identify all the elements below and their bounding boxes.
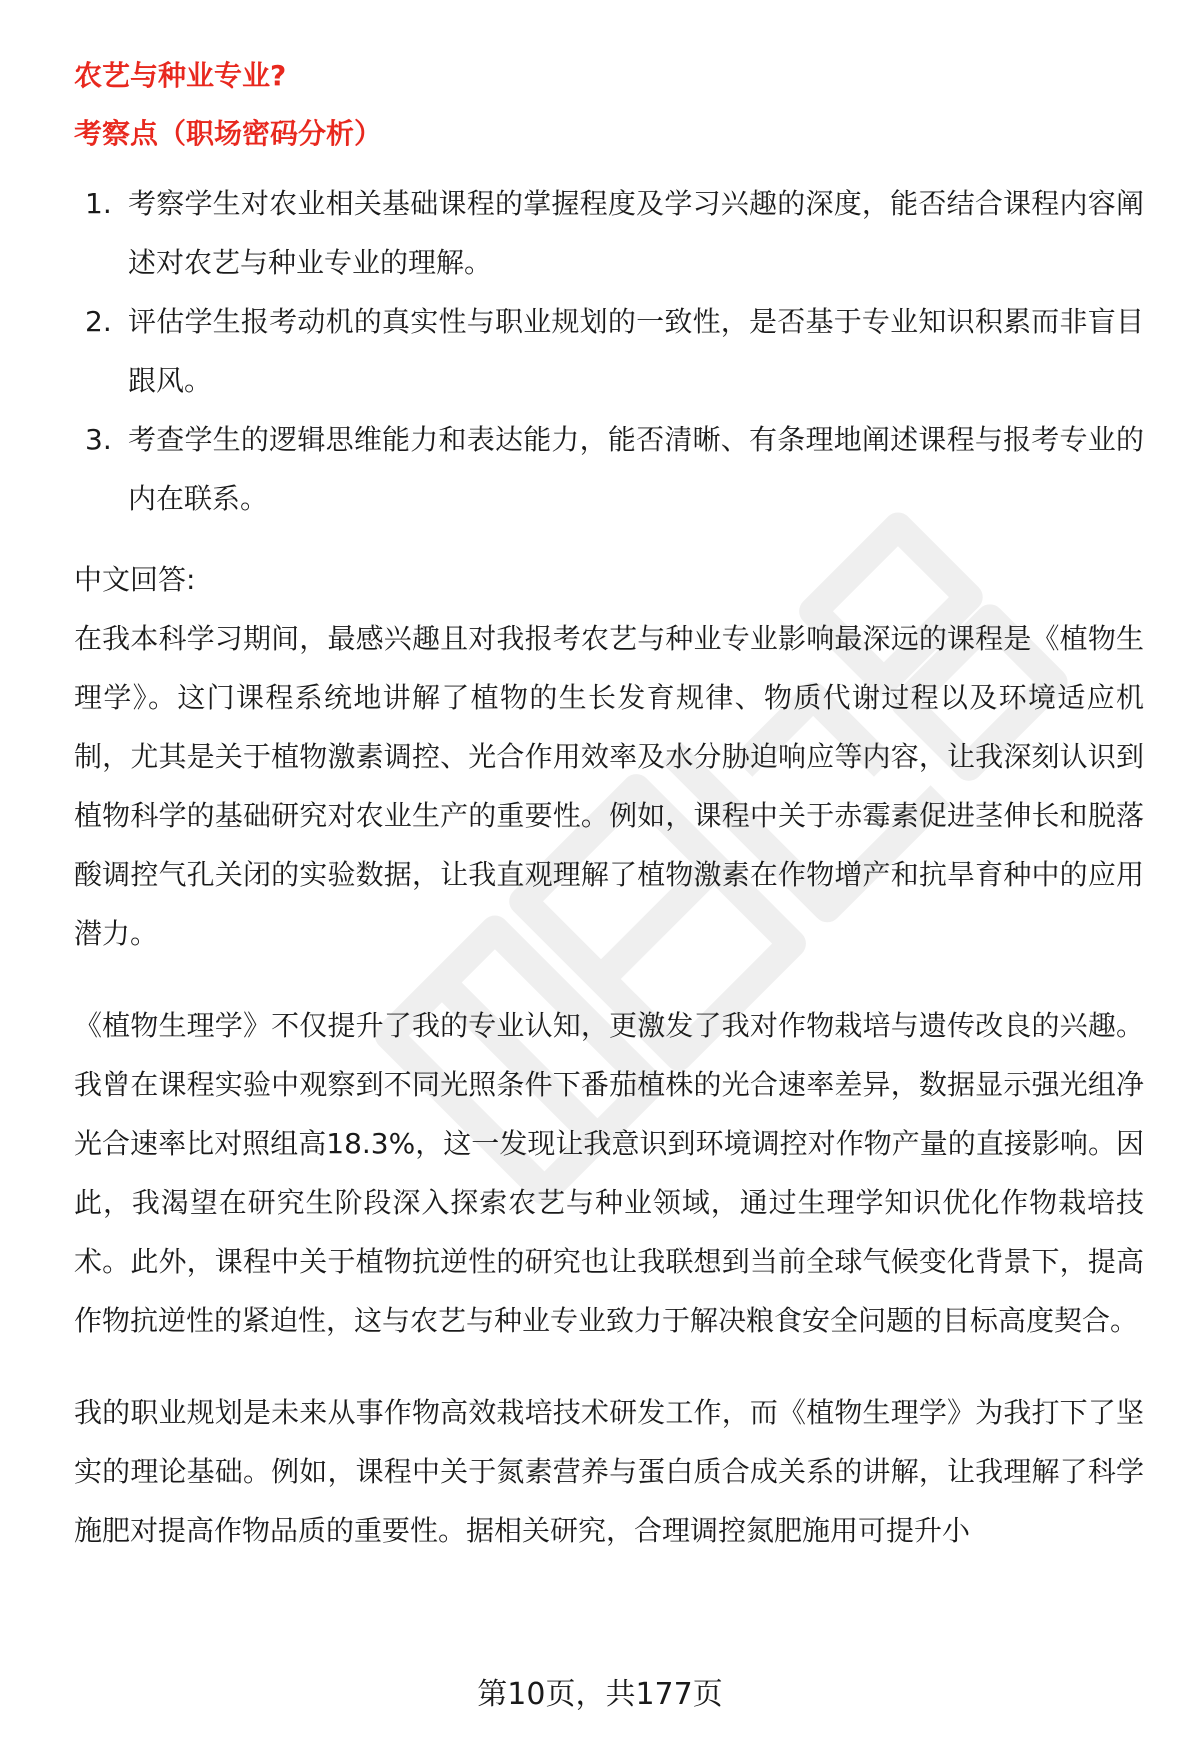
list-item xyxy=(74,410,1144,528)
answer-paragraph: 我的职业规划是未来从事作物高效栽培技术研发工作，而《植物生理学》为我打下了坚实的理论基础。例如，课程中关于氮素营养与蛋白质合成关系的讲解，让我理解了科学施肥对提高作物品质的重要性。据相关研究，合理调控氮肥施用可提升小 xyxy=(74,1396,1144,1547)
list-item-text: 考察学生对农业相关基础课程的掌握程度及学习兴趣的深度，能否结合课程内容阐述对农艺与种业专业的理解。 xyxy=(128,187,1144,279)
question-title: 农艺与种业专业? xyxy=(74,59,287,92)
analysis-points-list xyxy=(74,174,1144,528)
analysis-heading: 考察点（职场密码分析） xyxy=(74,117,383,150)
list-item xyxy=(74,174,1144,292)
list-item-number: 1. xyxy=(85,187,112,220)
list-item-number: 3. xyxy=(85,423,112,456)
list-item-text: 评估学生报考动机的真实性与职业规划的一致性，是否基于专业知识积累而非盲目跟风。 xyxy=(128,305,1144,397)
answer-label: 中文回答: xyxy=(74,563,196,596)
answer-paragraph: 在我本科学习期间，最感兴趣且对我报考农艺与种业专业影响最深远的课程是《植物生理学》。这门课程系统地讲解了植物的生长发育规律、物质代谢过程以及环境适应机制，尤其是关于植物激素调控、光合作用效率及水分胁迫响应等内容，让我深刻认识到植物科学的基础研究对农业生产的重要性。例如，课程中关于赤霉素促进茎伸长和脱落酸调控气孔关闭的实验数据，让我直观理解了植物激素在作物增产和抗旱育种中的应用潜力。 xyxy=(74,622,1144,950)
page-footer: 第10页，共177页 xyxy=(477,1677,723,1712)
list-item-number: 2. xyxy=(85,305,112,338)
list-item-text: 考查学生的逻辑思维能力和表达能力，能否清晰、有条理地阐述课程与报考专业的内在联系。 xyxy=(128,423,1144,515)
list-item xyxy=(74,292,1144,410)
main-content xyxy=(74,56,1144,1560)
answer-paragraph: 《植物生理学》不仅提升了我的专业认知，更激发了我对作物栽培与遗传改良的兴趣。我曾在课程实验中观察到不同光照条件下番茄植株的光合速率差异，数据显示强光组净光合速率比对照组高18.3%，这一发现让我意识到环境调控对作物产量的直接影响。因此，我渴望在研究生阶段深入探索农艺与种业领域，通过生理学知识优化作物栽培技术。此外，课程中关于植物抗逆性的研究也让我联想到当前全球气候变化背景下，提高作物抗逆性的紧迫性，这与农艺与种业专业致力于解决粮食安全问题的目标高度契合。 xyxy=(74,1009,1144,1337)
